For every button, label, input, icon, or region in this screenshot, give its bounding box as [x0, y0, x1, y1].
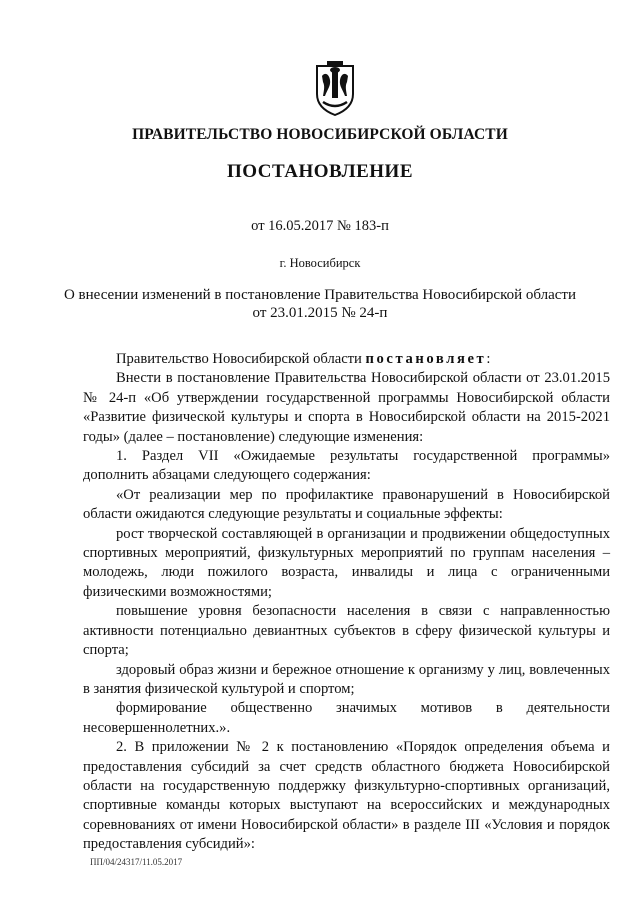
footer-code: ПП/04/24317/11.05.2017	[90, 857, 183, 867]
coat-of-arms-icon	[313, 60, 357, 116]
document-date-number: от 16.05.2017 № 183-п	[251, 218, 389, 234]
paragraph: Внести в постановление Правительства Новосибирской области от 23.01.2015 № 24-п «Об утверждении государственной программы Новосибирской области «Развитие физической культуры и спорта в Новосибирской области на 2015-2021 годы» (далее – постановление) следующие изменения:	[83, 370, 610, 445]
resolution-text: Правительство Новосибирской области	[116, 351, 366, 367]
organization-title: ПРАВИТЕЛЬСТВО НОВОСИБИРСКОЙ ОБЛАСТИ	[132, 126, 508, 143]
paragraph: формирование общественно значимых мотивов в деятельности несовершеннолетних.».	[83, 700, 610, 736]
subject-line-1: О внесении изменений в постановление Правительства Новосибирской области	[63, 287, 577, 303]
document-body	[83, 350, 610, 855]
paragraph: повышение уровня безопасности населения в связи с направленностью активности потенциально девиантных субъектов в сферу физической культуры и спорта;	[83, 603, 610, 659]
paragraph: 1. Раздел VII «Ожидаемые результаты государственной программы» дополнить абзацами следующего содержания:	[83, 448, 610, 484]
paragraph: рост творческой составляющей в организации и продвижении общедоступных спортивных мероприятий, физкультурных мероприятий по группам населения – молодежь, люди пожилого возраста, инвалиды и лица с ограниченными физическими возможностями;	[83, 525, 610, 600]
subject-line-2: от 23.01.2015 № 24-п	[252, 305, 388, 321]
resolution-keyword: постановляет	[365, 351, 487, 367]
paragraph: 2. В приложении № 2 к постановлению «Порядок определения объема и предоставления субсидий за счет средств областного бюджета Новосибирской области на государственную поддержку физкультурно-спортивных организаций, спортивные команды которых выступают на всероссийских и международных соревнованиях от имени Новосибирской области» в разделе III «Условия и порядок предоставления субсидий»:	[83, 739, 610, 853]
paragraph: здоровый образ жизни и бережное отношение к организму у лиц, вовлеченных в занятия физической культурой и спортом;	[83, 661, 610, 697]
document-place: г. Новосибирск	[279, 256, 361, 270]
document-subject	[0, 286, 640, 322]
paragraph-resolution	[83, 350, 610, 369]
document-type: ПОСТАНОВЛЕНИЕ	[226, 161, 414, 182]
paragraph: «От реализации мер по профилактике правонарушений в Новосибирской области ожидаются следующие результаты и социальные эффекты:	[83, 486, 610, 523]
resolution-colon: :	[486, 351, 491, 367]
